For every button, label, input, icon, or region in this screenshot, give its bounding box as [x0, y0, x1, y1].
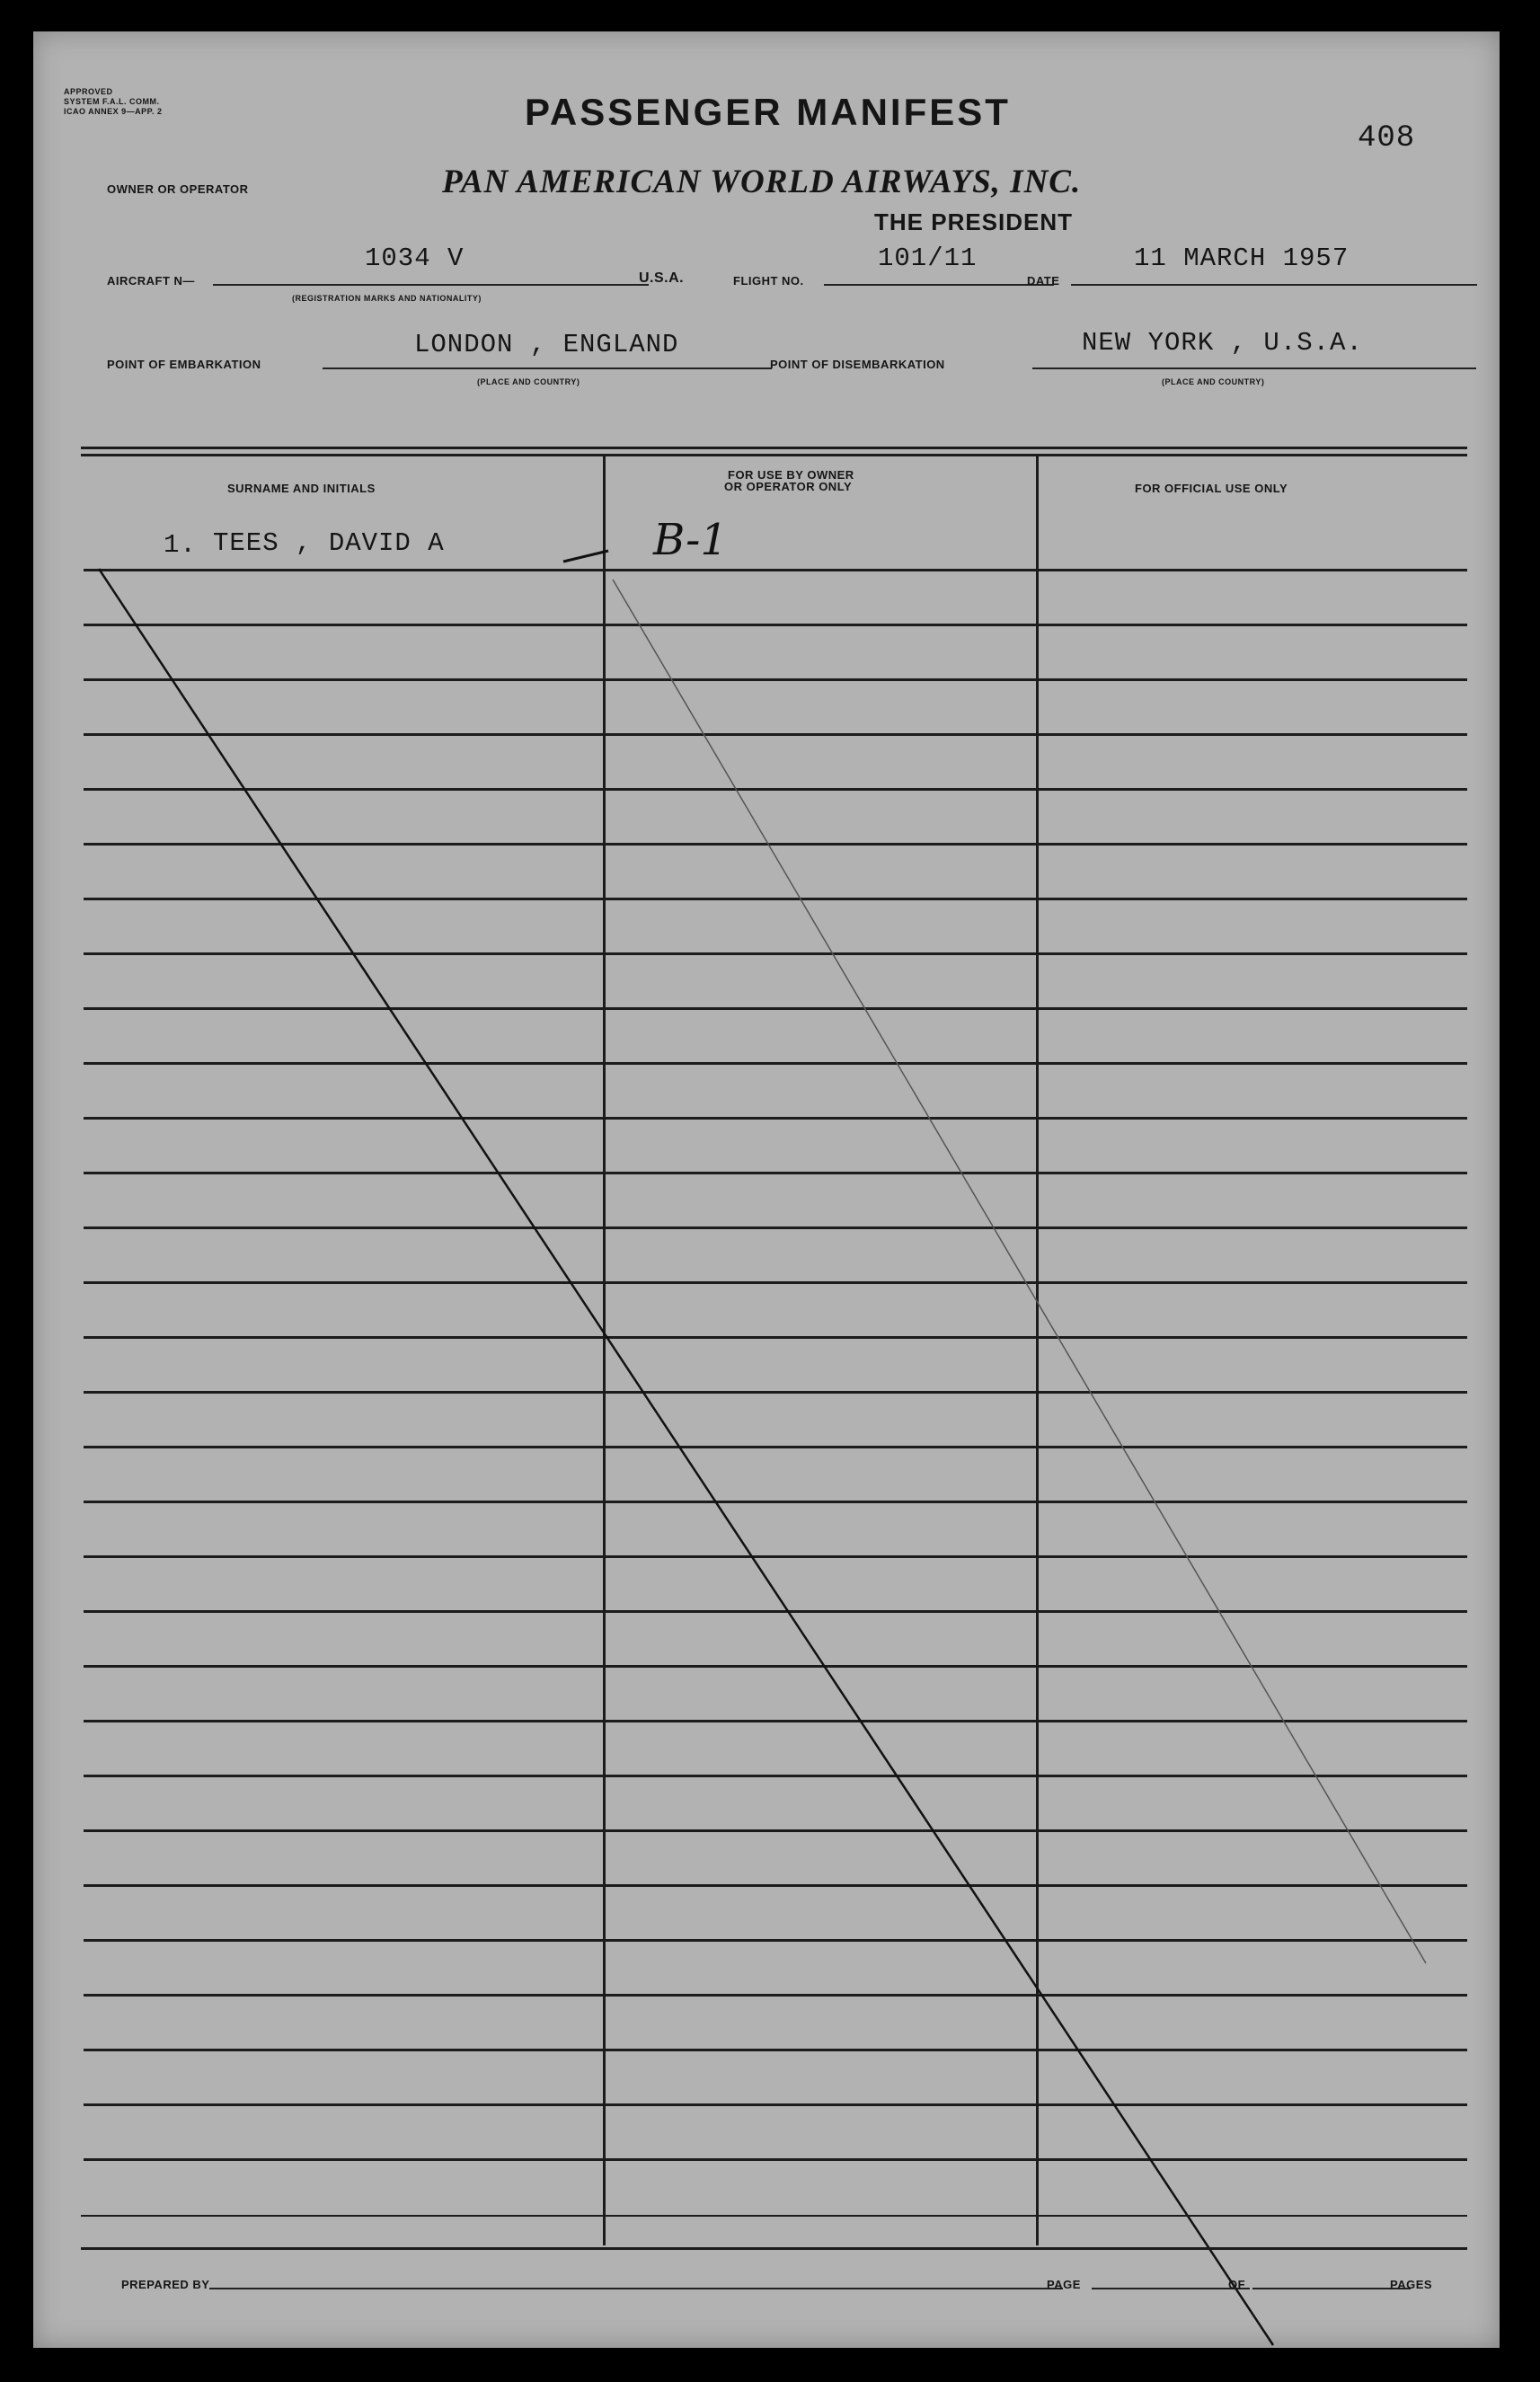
strike-line-owner-column: [613, 580, 1426, 1963]
passenger-owner-mark: B-1: [653, 515, 728, 565]
pages-label: PAGES: [1390, 2278, 1433, 2291]
prepared-by-underline: [209, 2288, 1063, 2289]
embarkation-sublabel: (PLACE AND COUNTRY): [477, 377, 580, 386]
aircraft-sublabel: (REGISTRATION MARKS AND NATIONALITY): [292, 294, 482, 303]
owner-label: OWNER OR OPERATOR: [107, 182, 249, 196]
col-header-official: FOR OFFICIAL USE ONLY: [1135, 482, 1288, 495]
page-underline: [1092, 2288, 1250, 2289]
date-value: 11 MARCH 1957: [1134, 244, 1350, 273]
of-underline: [1252, 2288, 1411, 2289]
approval-line-3: ICAO ANNEX 9—APP. 2: [64, 107, 163, 116]
page-title: PASSENGER MANIFEST: [525, 91, 1011, 133]
manifest-page: [33, 31, 1500, 2348]
page-label: PAGE: [1047, 2278, 1081, 2291]
table-bottom-rule-1: [81, 2215, 1467, 2217]
airline-name: PAN AMERICAN WORLD AIRWAYS, INC.: [442, 164, 1082, 200]
usa-label: U.S.A.: [639, 270, 685, 286]
table-bottom-rule-2: [81, 2247, 1467, 2250]
flight-value: 101/11: [878, 244, 978, 273]
approval-line-2: SYSTEM F.A.L. COMM.: [64, 97, 160, 106]
of-label: OF: [1228, 2278, 1246, 2291]
aircraft-value: 1034 V: [365, 244, 465, 273]
col-header-owner-use-1: FOR USE BY OWNER: [728, 468, 854, 482]
col-header-owner-use-2: OR OPERATOR ONLY: [724, 480, 853, 493]
approval-line-1: APPROVED: [64, 87, 113, 96]
date-label: DATE: [1027, 274, 1060, 288]
strike-dash-mark: [563, 551, 608, 562]
flight-label: FLIGHT NO.: [733, 274, 804, 288]
disembarkation-value: NEW YORK , U.S.A.: [1082, 328, 1363, 358]
strike-line-name-column: [99, 569, 1273, 2345]
passenger-number: 1.: [164, 530, 197, 560]
page-number: 408: [1358, 121, 1416, 155]
disembarkation-sublabel: (PLACE AND COUNTRY): [1162, 377, 1265, 386]
passenger-name: TEES , DAVID A: [213, 528, 445, 558]
strike-lines: [33, 31, 1500, 2348]
embarkation-label: POINT OF EMBARKATION: [107, 358, 261, 371]
disembarkation-label: POINT OF DISEMBARKATION: [770, 358, 945, 371]
col-header-surname: SURNAME AND INITIALS: [227, 482, 376, 495]
aircraft-label: AIRCRAFT N—: [107, 274, 195, 288]
embarkation-value: LONDON , ENGLAND: [414, 330, 679, 359]
prepared-by-label: PREPARED BY: [121, 2278, 210, 2291]
flight-name: THE PRESIDENT: [874, 208, 1074, 235]
